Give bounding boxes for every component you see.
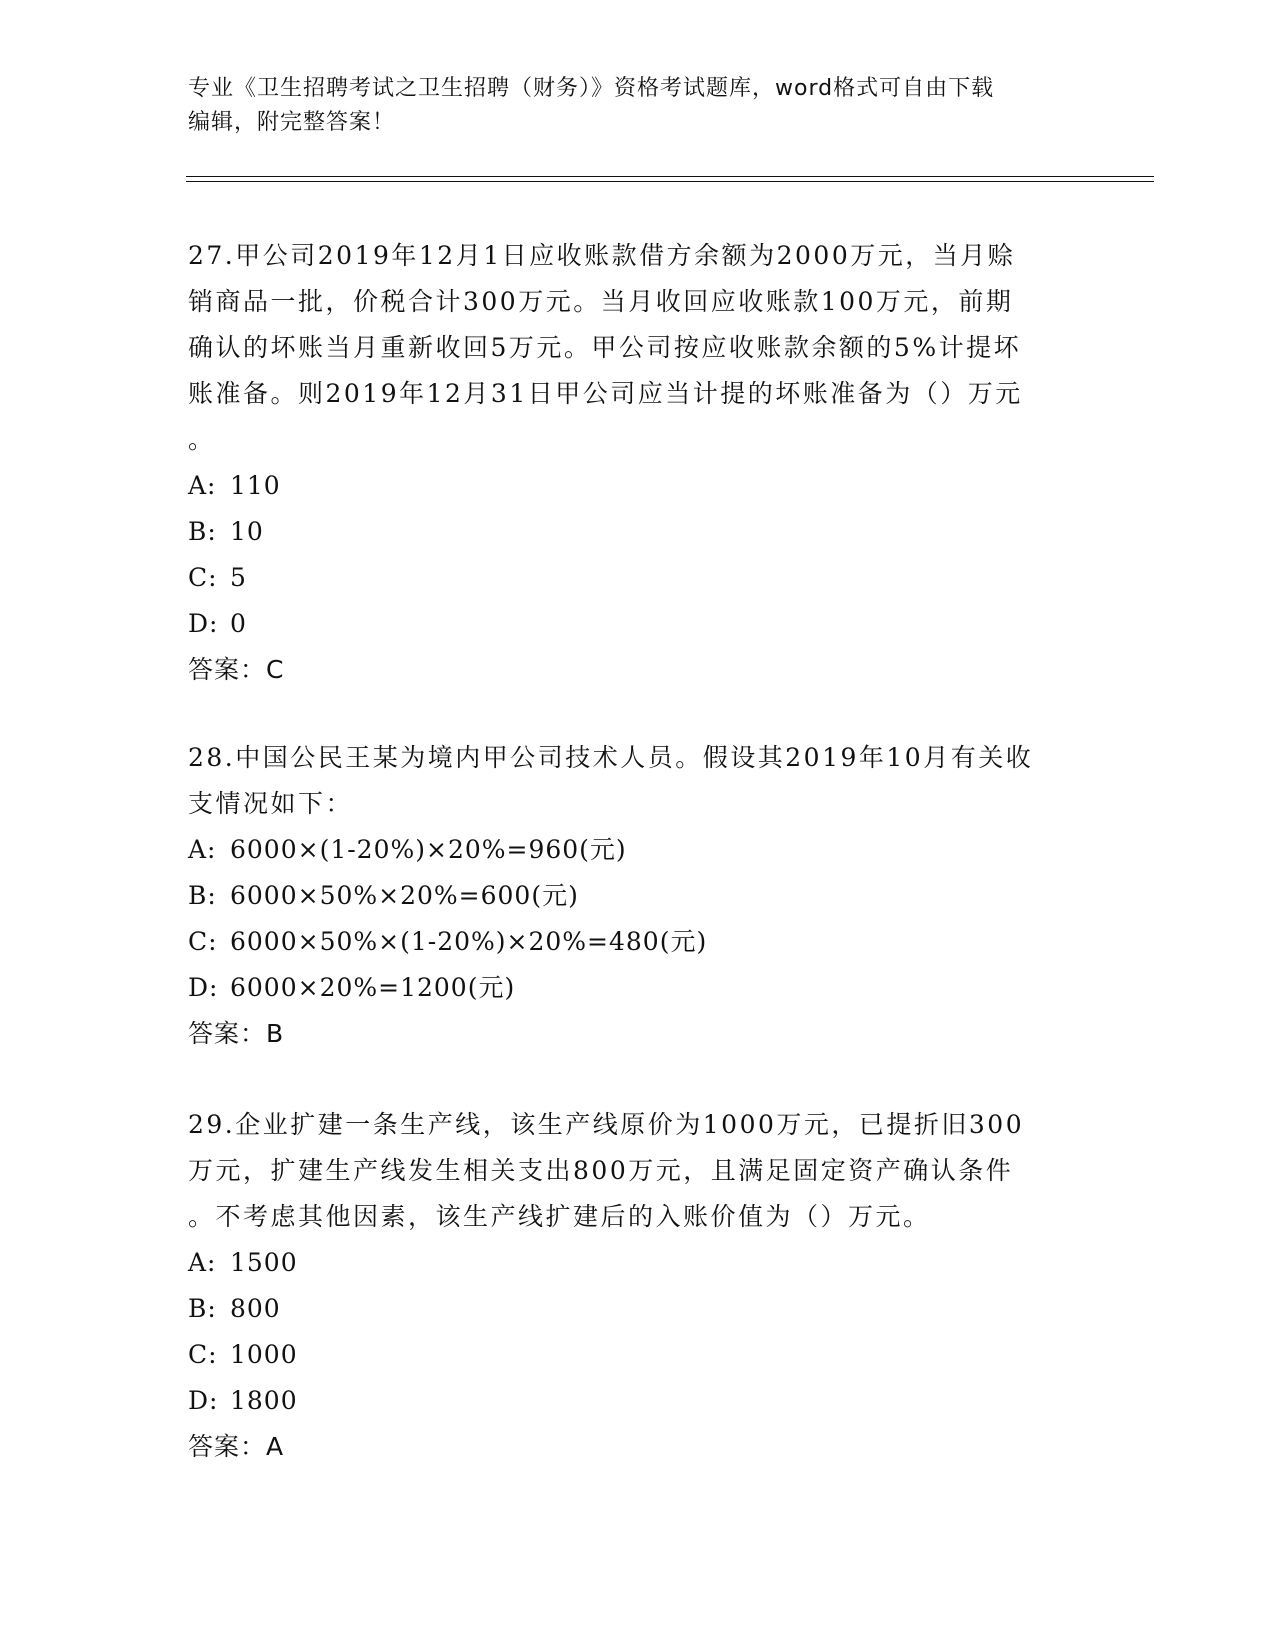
option-letter: B: — [188, 881, 217, 910]
option-letter: B: — [188, 1294, 217, 1323]
question-stem-line: 确认的坏账当月重新收回5万元。甲公司按应收账款余额的5%计提坏 — [188, 333, 1022, 362]
option-a — [188, 1240, 1088, 1286]
question-stem-line: 28.中国公民王某为境内甲公司技术人员。假设其2019年10月有关收 — [188, 743, 1034, 772]
option-c — [188, 919, 1088, 965]
option-letter: B: — [188, 517, 217, 546]
option-text: 10 — [230, 517, 264, 546]
option-letter: C: — [188, 563, 218, 592]
option-b — [188, 873, 1088, 919]
option-text: 6000×(1-20%)×20%=960(元) — [230, 835, 627, 864]
option-c — [188, 555, 1088, 601]
question-stem-line: 账准备。则2019年12月31日甲公司应当计提的坏账准备为（）万元 — [188, 379, 1023, 408]
question-27 — [188, 233, 1088, 693]
answer-line: 答案：C — [188, 655, 285, 684]
question-stem-line: 销商品一批，价税合计300万元。当月收回应收账款100万元，前期 — [188, 287, 1014, 316]
option-a — [188, 827, 1088, 873]
header-line-2: 编辑，附完整答案！ — [188, 110, 396, 135]
question-28 — [188, 735, 1088, 1057]
answer-line: 答案：B — [188, 1019, 285, 1048]
question-stem-line: 万元，扩建生产线发生相关支出800万元，且满足固定资产确认条件 — [188, 1156, 1014, 1185]
header-line-1: 专业《卫生招聘考试之卫生招聘（财务）》资格考试题库，word格式可自由下载 — [188, 76, 995, 101]
option-text: 6000×50%×20%=600(元) — [230, 881, 579, 910]
question-stem-line: 29.企业扩建一条生产线，该生产线原价为1000万元，已提折旧300 — [188, 1110, 1025, 1139]
option-d — [188, 1378, 1088, 1424]
option-a — [188, 463, 1088, 509]
option-letter: D: — [188, 1386, 219, 1415]
option-text: 0 — [230, 609, 247, 638]
option-text: 5 — [230, 563, 247, 592]
option-text: 6000×50%×(1-20%)×20%=480(元) — [230, 927, 708, 956]
option-b — [188, 1286, 1088, 1332]
option-letter: A: — [188, 835, 217, 864]
option-text: 110 — [230, 471, 281, 500]
option-text: 1000 — [230, 1340, 298, 1369]
option-letter: C: — [188, 927, 218, 956]
option-c — [188, 1332, 1088, 1378]
option-d — [188, 965, 1088, 1011]
document-header — [188, 72, 1088, 140]
question-stem-line: 支情况如下： — [188, 789, 354, 818]
option-letter: A: — [188, 471, 217, 500]
option-letter: C: — [188, 1340, 218, 1369]
option-d — [188, 601, 1088, 647]
answer-line: 答案：A — [188, 1432, 285, 1461]
option-letter: D: — [188, 973, 219, 1002]
question-stem-line: 。 — [188, 425, 216, 454]
option-letter: D: — [188, 609, 219, 638]
option-text: 6000×20%=1200(元) — [230, 973, 516, 1002]
question-29 — [188, 1102, 1088, 1470]
option-b — [188, 509, 1088, 555]
question-stem-line: 。不考虑其他因素，该生产线扩建后的入账价值为（）万元。 — [188, 1202, 931, 1231]
option-text: 1500 — [230, 1248, 298, 1277]
header-divider-top — [186, 176, 1154, 177]
option-text: 800 — [230, 1294, 281, 1323]
option-letter: A: — [188, 1248, 217, 1277]
question-stem-line: 27.甲公司2019年12月1日应收账款借方余额为2000万元，当月赊 — [188, 241, 1016, 270]
option-text: 1800 — [230, 1386, 298, 1415]
header-divider-bottom — [186, 181, 1154, 182]
